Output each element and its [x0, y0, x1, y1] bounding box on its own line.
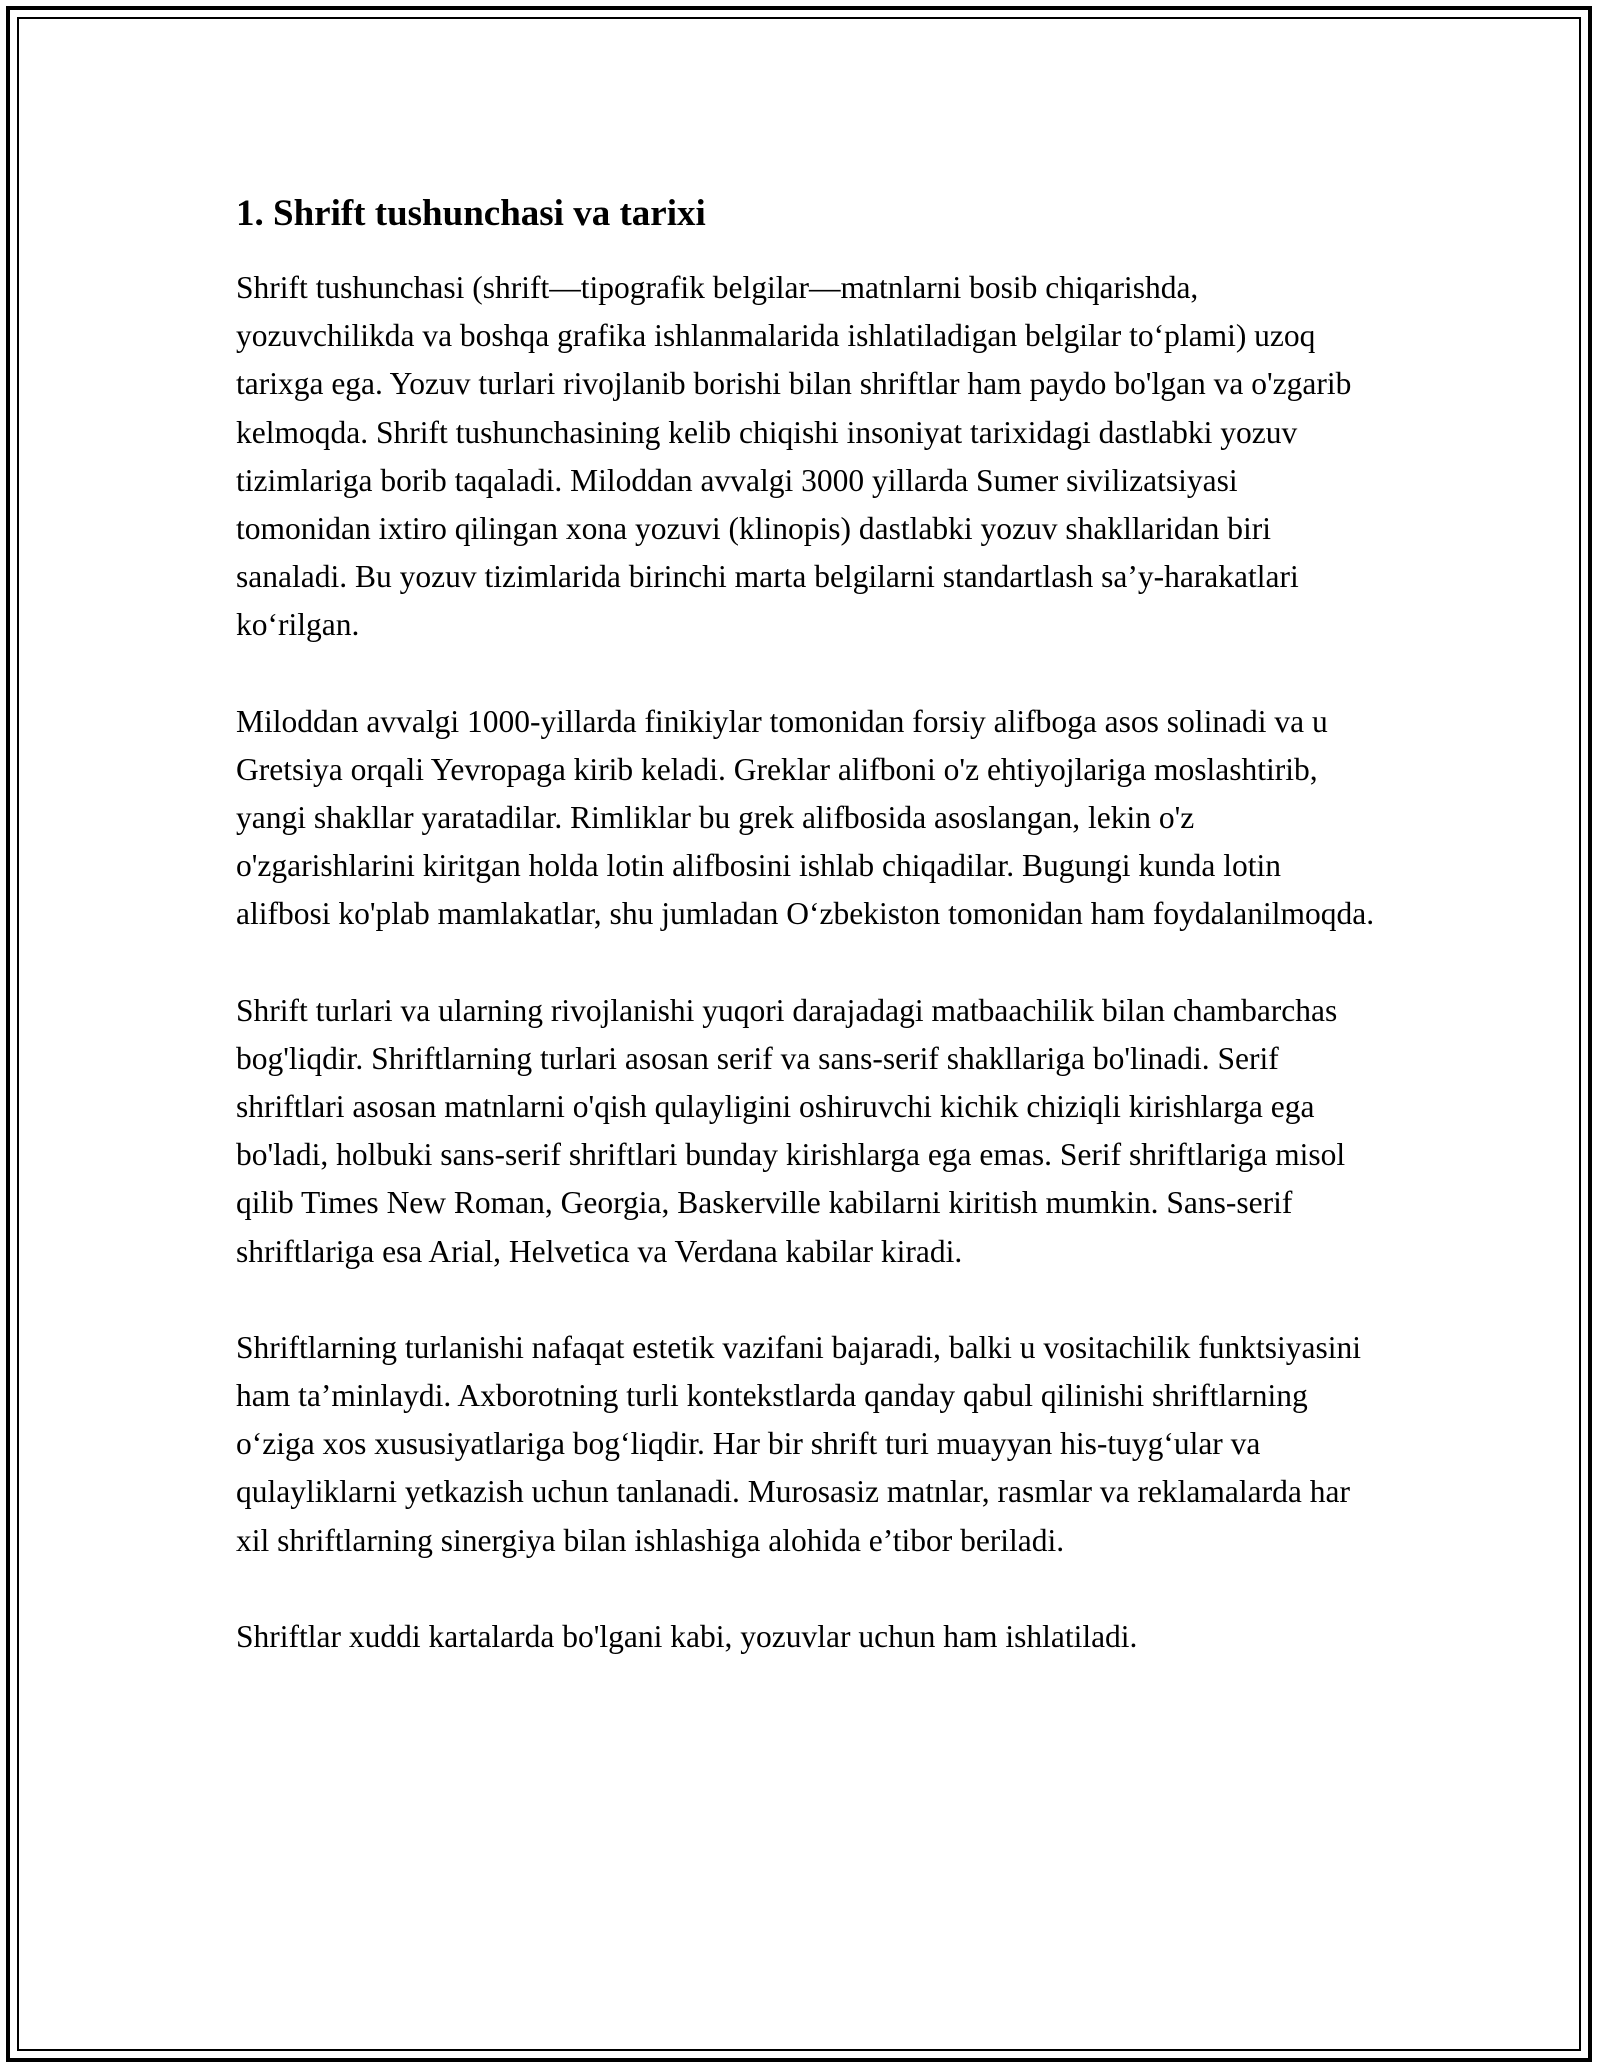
paragraph-1: Shrift tushunchasi (shrift—tipografik belgilar—matnlarni bosib chiqarishda, yozuvchilikda va boshqa grafika ishlanmalarida ishlatiladigan belgilar to‘plami) uzoq tarixga ega. Yozuv turlari rivojlanib borishi bilan shriftlar ham paydo bo'lgan va o'zgarib kelmoqda. Shrift tushunchasining kelib chiqishi insoniyat tarixidagi dastlabki yozuv tizimlariga borib taqaladi. Miloddan avvalgi 3000 yillarda Sumer sivilizatsiyasi tomonidan ixtiro qilingan xona yozuvi (klinopis) dastlabki yozuv shakllaridan biri sanaladi. Bu yozuv tizimlarida birinchi marta belgilarni standartlash sa’y-harakatlari ko‘rilgan.	[236, 270, 1352, 643]
paragraph-2: Miloddan avvalgi 1000-yillarda finikiylar tomonidan forsiy alifboga asos solinadi va u Gretsiya orqali Yevropaga kirib keladi. Greklar alifboni o'z ehtiyojlariga moslashtirib, yangi shakllar yaratadilar. Rimliklar bu grek alifbosida asoslangan, lekin o'z o'zgarishlarini kiritgan holda lotin alifbosini ishlab chiqadilar. Bugungi kunda lotin alifbosi ko'plab mamlakatlar, shu jumladan O‘zbekiston tomonidan ham foydalanilmoqda.	[236, 703, 1375, 932]
section-heading: 1. Shrift tushunchasi va tarixi	[236, 193, 706, 234]
paragraph-3: Shrift turlari va ularning rivojlanishi yuqori darajadagi matbaachilik bilan chambarchas bog'liqdir. Shriftlarning turlari asosan serif va sans-serif shakllariga bo'linadi. Serif shriftlari asosan matnlarni o'qish qulayligini oshiruvchi kichik chiziqli kirishlarga ega bo'ladi, holbuki sans-serif shriftlari bunday kirishlarga ega emas. Serif shriftlariga misol qilib Times New Roman, Georgia, Baskerville kabilarni kiritish mumkin. Sans-serif shriftlariga esa Arial, Helvetica va Verdana kabilar kiradi.	[236, 992, 1346, 1269]
paragraph-5: Shriftlar xuddi kartalarda bo'lgani kabi, yozuvlar uchun ham ishlatiladi.	[236, 1618, 1138, 1654]
paragraph-4: Shriftlarning turlanishi nafaqat estetik vazifani bajaradi, balki u vositachilik funktsiyasini ham ta’minlaydi. Axborotning turli kontekstlarda qanday qabul qilinishi shriftlarning o‘ziga xos xususiyatlariga bog‘liqdir. Har bir shrift turi muayyan his-tuyg‘ular va qulayliklarni yetkazish uchun tanlanadi. Murosasiz matnlar, rasmlar va reklamalarda har xil shriftlarning sinergiya bilan ishlashiga alohida e’tibor beriladi.	[236, 1329, 1361, 1558]
document-body	[236, 186, 1376, 1709]
